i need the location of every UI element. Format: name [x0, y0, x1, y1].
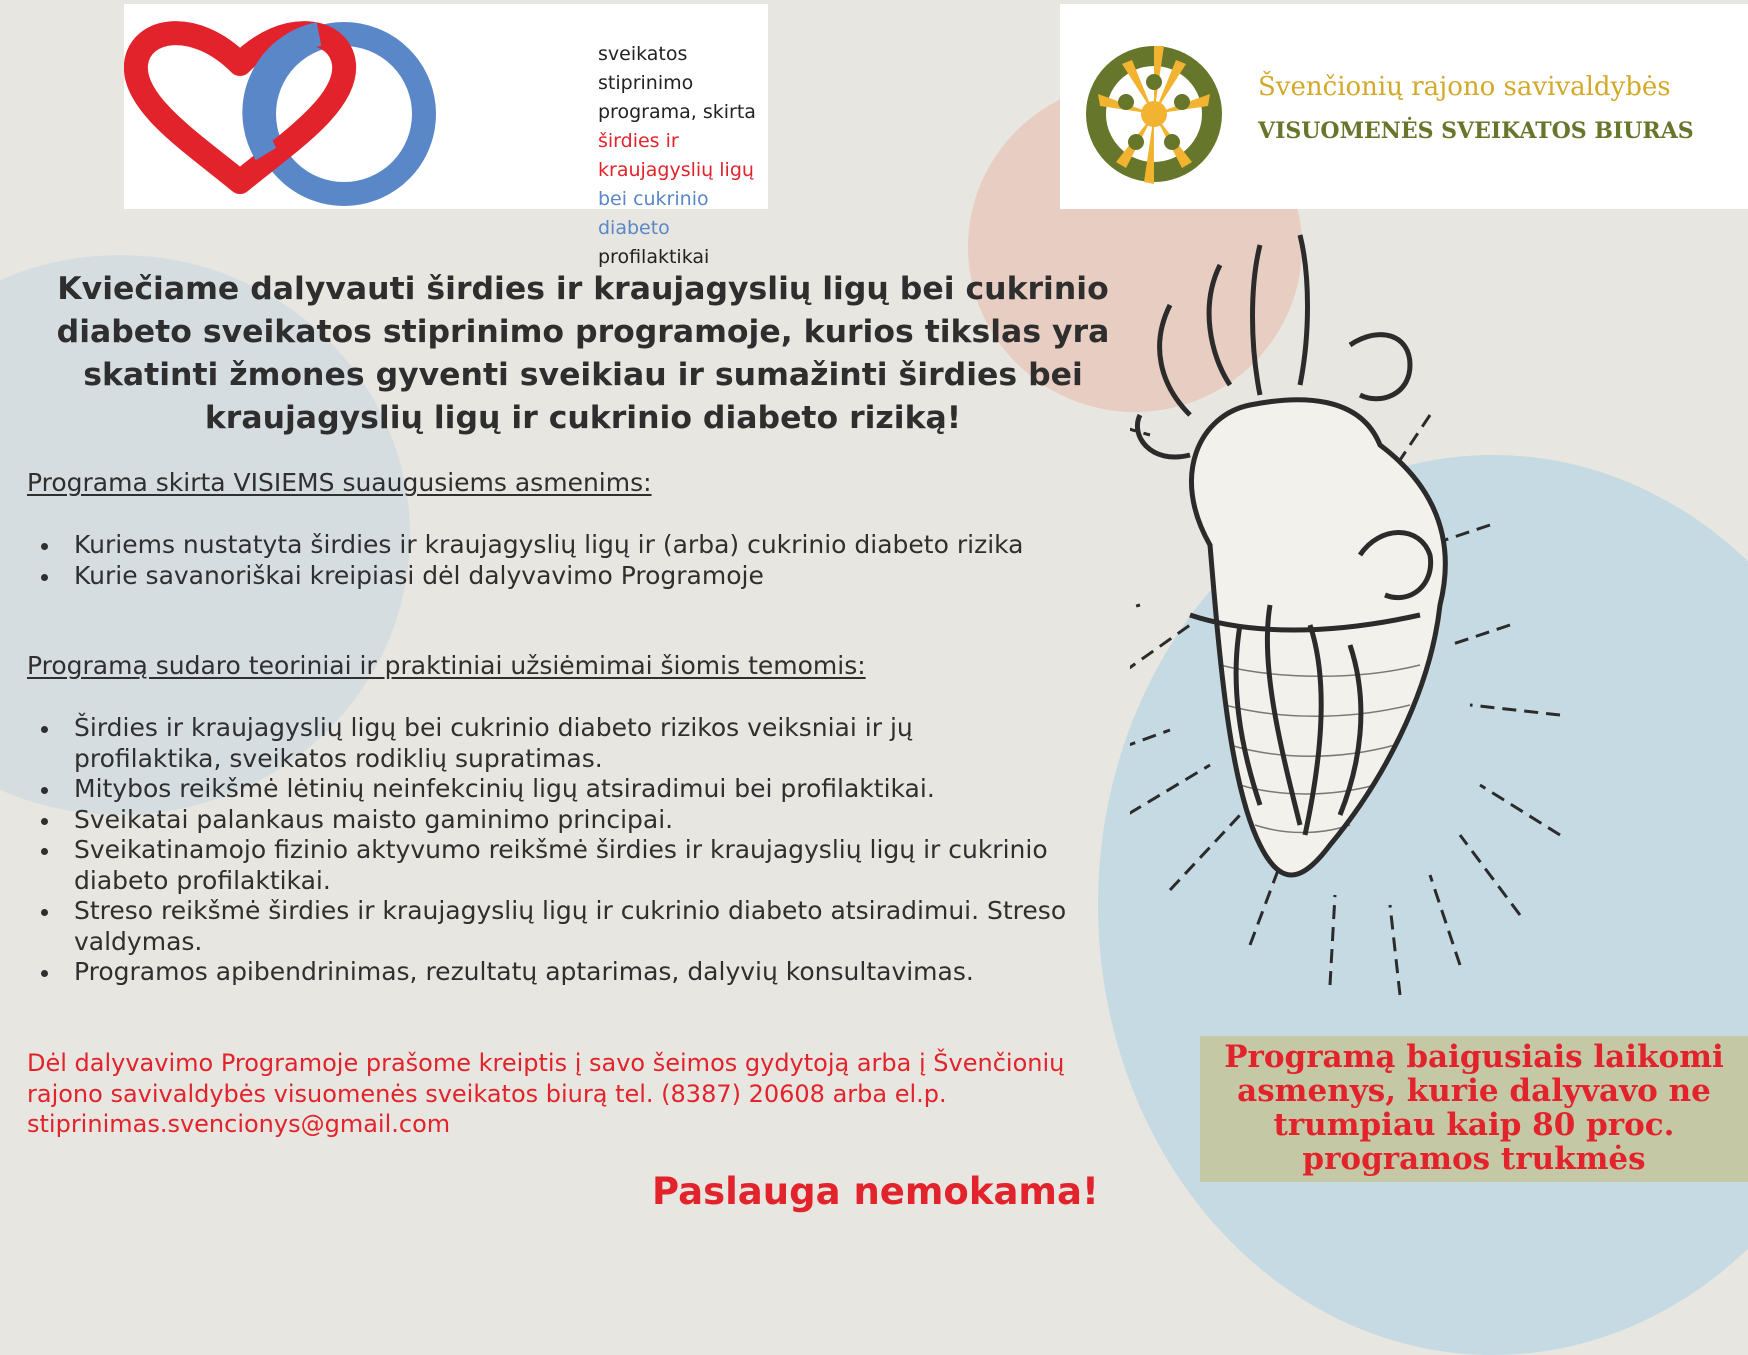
people-circle-icon	[1082, 34, 1242, 194]
completion-note: Programą baigusiais laikomi asmenys, kurie dalyvavo ne trumpiau kaip 80 proc. programos trukmės	[1224, 1039, 1724, 1177]
program-logo-line: bei cukrinio diabeto	[598, 188, 709, 239]
audience-heading: Programa skirta VISIEMS suaugusiems asmenims:	[27, 468, 652, 497]
office-logo	[1060, 4, 1748, 209]
program-logo	[124, 4, 768, 268]
list-item: Streso reikšmė širdies ir kraujagyslių ligų ir cukrinio diabeto atsiradimui. Streso valdymas.	[27, 896, 1134, 957]
list-item: Mitybos reikšmė lėtinių neinfekcinių ligų atsiradimui bei profilaktikai.	[27, 774, 1127, 805]
heart-ring-icon	[124, 4, 454, 209]
list-item: Sveikatai palankaus maisto gaminimo principai.	[27, 805, 1127, 836]
anatomical-heart-icon	[1130, 225, 1748, 1025]
list-item: Kurie savanoriškai kreipiasi dėl dalyvavimo Programoje	[27, 561, 1127, 592]
office-name-line1: Švenčionių rajono savivaldybės	[1258, 72, 1671, 102]
topics-heading: Programą sudaro teoriniai ir praktiniai užsiėmimai šiomis temomis:	[27, 651, 866, 680]
list-item: Širdies ir kraujagyslių ligų bei cukrinio diabeto rizikos veiksniai ir jų profilaktika, sveikatos rodiklių supratimas.	[27, 713, 1064, 774]
list-item: Programos apibendrinimas, rezultatų aptarimas, dalyvių konsultavimas.	[27, 957, 1127, 988]
completion-note-box	[1200, 1036, 1748, 1182]
free-service-banner: Paslauga nemokama!	[652, 1170, 1099, 1213]
audience-list	[27, 530, 1127, 591]
office-name-line2: VISUOMENĖS SVEIKATOS BIURAS	[1258, 118, 1694, 144]
program-logo-line: sveikatos stiprinimo	[598, 43, 694, 94]
program-logo-line: profilaktikai	[598, 246, 710, 268]
contact-text: Dėl dalyvavimo Programoje prašome kreiptis į savo šeimos gydytoją arba į Švenčionių rajono savivaldybės visuomenės sveikatos biurą tel. (8387) 20608 arba el.p. stiprinimas.svencionys@gmail.com	[27, 1049, 1065, 1138]
list-item: Kuriems nustatyta širdies ir kraujagyslių ligų ir (arba) cukrinio diabeto rizika	[27, 530, 1084, 561]
list-item: Sveikatinamojo fizinio aktyvumo reikšmė širdies ir kraujagyslių ligų ir cukrinio diabeto profilaktikai.	[27, 835, 1084, 896]
program-logo-text	[598, 40, 768, 272]
topics-list	[27, 713, 1127, 988]
headline: Kviečiame dalyvauti širdies ir kraujagyslių ligų bei cukrinio diabeto sveikatos stiprinimo programoje, kurios tikslas yra skatinti žmones gyventi sveikiau ir sumažinti širdies bei kraujagyslių ligų ir cukrinio diabeto riziką!	[56, 271, 1110, 436]
program-logo-line: programa, skirta	[598, 101, 756, 123]
program-logo-line: širdies ir kraujagyslių ligų	[598, 130, 754, 181]
